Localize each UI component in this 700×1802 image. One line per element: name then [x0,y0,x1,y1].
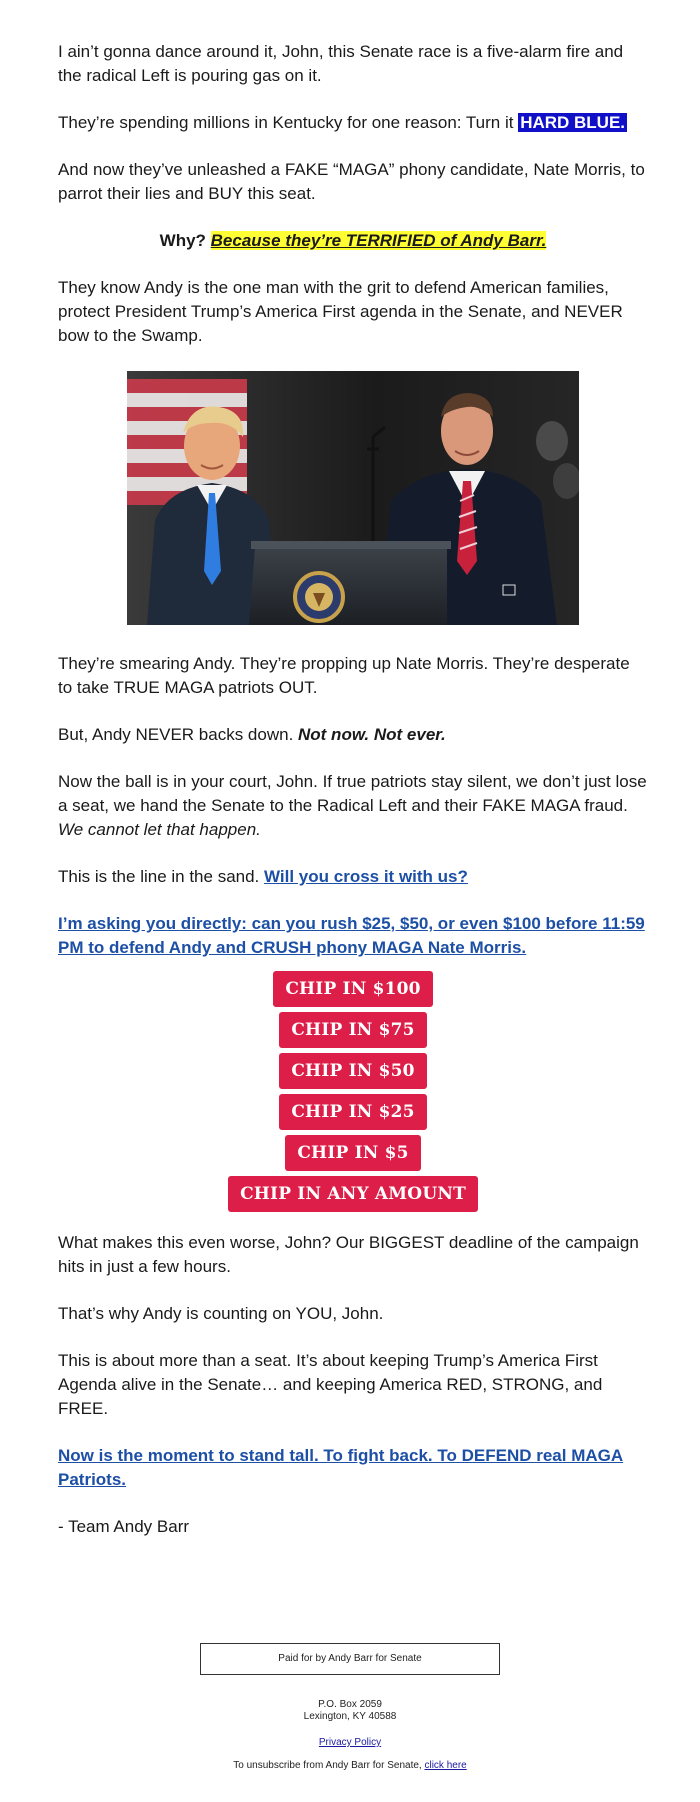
paragraph-intro: I ain’t gonna dance around it, John, this Senate race is a five-alarm fire and the radical Left is pouring gas on it. [58,42,624,85]
paragraph-ask [58,912,648,960]
paragraph-ball-in-court [58,770,648,842]
mailing-address [0,1699,700,1723]
chip-in-5-button[interactable]: CHIP IN $5 [285,1135,420,1171]
paragraph-smearing: They’re smearing Andy. They’re propping up Nate Morris. They’re desperate to take TRUE MAGA patriots OUT. [58,654,630,697]
cross-it-link[interactable]: Will you cross it with us? [264,867,468,886]
ask-directly-link[interactable]: I’m asking you directly: can you rush $25, $50, or even $100 before 11:59 PM to defend Andy and CRUSH phony MAGA Nate Morris. [58,914,645,957]
hard-blue-highlight: HARD BLUE. [520,113,626,132]
unsubscribe-link[interactable]: click here [424,1760,467,1771]
address-line-1: P.O. Box 2059 [318,1699,382,1710]
unsubscribe-row [0,1760,700,1771]
podium [249,541,451,625]
paragraph-counting-on-you: That’s why Andy is counting on YOU, John. [58,1304,384,1323]
photo-container [58,371,648,630]
chip-in-25-button[interactable]: CHIP IN $25 [279,1094,426,1130]
chip-in-any-amount-button[interactable]: CHIP IN ANY AMOUNT [228,1176,478,1212]
signoff: - Team Andy Barr [58,1517,190,1536]
stand-tall-link[interactable]: Now is the moment to stand tall. To fight back. To DEFEND real MAGA Patriots. [58,1446,624,1489]
terrified-highlight: Because they’re TERRIFIED of Andy Barr. [210,231,547,250]
paragraph-spending-text: They’re spending millions in Kentucky for one reason: Turn it [58,113,519,132]
paragraph-andy-grit: They know Andy is the one man with the grit to defend American families, protect President Trump’s America First agenda in the Senate, and NEVER bow to the Swamp. [58,278,623,345]
email-footer [0,1643,700,1771]
unsubscribe-text: To unsubscribe from Andy Barr for Senate, [233,1760,425,1771]
paragraph-more-than-seat: This is about more than a seat. It’s about keeping Trump’s America First Agenda alive in the Senate… and keeping America RED, STRONG, and FREE. [58,1351,603,1418]
cannot-let-happen: We cannot let that happen. [58,820,261,839]
why-label: Why? [159,231,211,250]
paragraph-deadline: What makes this even worse, John? Our BIGGEST deadline of the campaign hits in just a few hours. [58,1233,639,1276]
chip-in-50-button[interactable]: CHIP IN $50 [279,1053,426,1089]
privacy-policy-link[interactable]: Privacy Policy [318,1737,382,1748]
trump-barr-photo [127,371,579,625]
line-in-sand-text: This is the line in the sand. [58,867,265,886]
never-backs-down-text: But, Andy NEVER backs down. [58,725,299,744]
chip-in-100-button[interactable]: CHIP IN $100 [273,971,432,1007]
paid-for-box: Paid for by Andy Barr for Senate [200,1643,500,1675]
donation-buttons [58,971,648,1217]
not-now-not-ever: Not now. Not ever. [298,725,446,744]
chip-in-75-button[interactable]: CHIP IN $75 [279,1012,426,1048]
email-body [58,40,648,1562]
privacy-policy-row [0,1737,700,1748]
paragraph-spending [58,111,648,135]
paragraph-closing [58,1444,648,1492]
address-line-2: Lexington, KY 40588 [303,1711,397,1722]
ball-in-court-text: Now the ball is in your court, John. If true patriots stay silent, we don’t just lose a seat, we hand the Senate to the Radical Left and their FAKE MAGA fraud. [58,772,647,815]
paragraph-fake-maga: And now they’ve unleashed a FAKE “MAGA” phony candidate, Nate Morris, to parrot their lies and BUY this seat. [58,160,645,203]
why-line [58,229,648,253]
paragraph-never-backs-down [58,723,648,747]
paragraph-line-in-sand [58,865,648,889]
